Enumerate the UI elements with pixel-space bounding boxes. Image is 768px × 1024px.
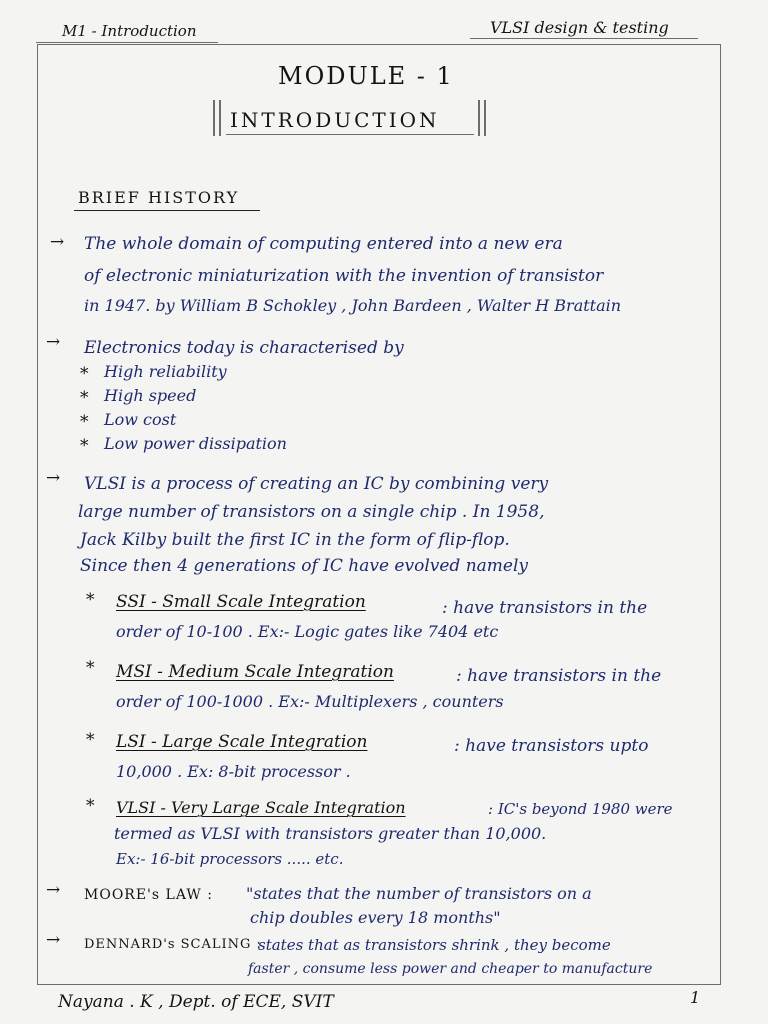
bullet-2: High speed <box>104 386 197 405</box>
section-heading: BRIEF HISTORY <box>78 188 240 207</box>
p1-line-1: The whole domain of computing entered into a new era <box>84 234 563 254</box>
header-rule-right <box>470 38 698 39</box>
dennard-line-2: faster , consume less power and cheaper to manufacture <box>248 961 653 977</box>
bullet-star-2: * <box>80 388 89 408</box>
ssi-rest: : have transistors in the <box>442 598 648 618</box>
p2-arrow: → <box>46 332 61 352</box>
bullet-1: High reliability <box>104 362 227 381</box>
bullet-3: Low cost <box>104 410 177 429</box>
msi-rest: : have transistors in the <box>456 666 662 686</box>
ssi-line-2: order of 10-100 . Ex:- Logic gates like 7404 etc <box>116 622 499 641</box>
msi-term: MSI - Medium Scale Integration <box>116 662 394 682</box>
lsi-line-2: 10,000 . Ex: 8-bit processor . <box>116 762 351 781</box>
vlsi-star: * <box>86 796 95 816</box>
p1-line-3: in 1947. by William B Schokley , John Bardeen , Walter H Brattain <box>84 296 622 315</box>
dennard-line-1: states that as transistors shrink , they become <box>258 936 611 954</box>
ssi-term: SSI - Small Scale Integration <box>116 592 366 612</box>
lsi-star: * <box>86 730 95 750</box>
vlsi-term: VLSI - Very Large Scale Integration <box>116 798 406 817</box>
title-bar-right-2 <box>484 100 486 136</box>
title-bar-left-2 <box>219 100 221 136</box>
moore-line-2: chip doubles every 18 months" <box>250 908 501 927</box>
chapter-title: INTRODUCTION <box>230 108 440 132</box>
bullet-4: Low power dissipation <box>104 434 287 453</box>
msi-star: * <box>86 658 95 678</box>
moore-label: MOORE's LAW : <box>84 887 213 903</box>
p3-line-1: VLSI is a process of creating an IC by combining very <box>84 474 549 494</box>
page-border-bottom <box>37 984 721 985</box>
title-bar-left-1 <box>213 100 215 136</box>
p3-arrow: → <box>46 468 61 488</box>
dennard-arrow: → <box>46 930 61 950</box>
p1-line-2: of electronic miniaturization with the invention of transistor <box>84 266 604 286</box>
page-border-right <box>720 44 721 984</box>
page-border-top <box>37 44 721 45</box>
lsi-rest: : have transistors upto <box>454 736 649 756</box>
ssi-star: * <box>86 590 95 610</box>
header-rule-left <box>36 42 218 43</box>
header-left: M1 - Introduction <box>62 22 197 40</box>
p3-line-2: large number of transistors on a single chip . In 1958, <box>78 502 545 522</box>
module-title: MODULE - 1 <box>278 62 454 90</box>
chapter-title-underline <box>226 134 474 135</box>
vlsi-line-2: termed as VLSI with transistors greater than 10,000. <box>114 824 547 843</box>
p1-arrow: → <box>50 232 65 252</box>
footer-author: Nayana . K , Dept. of ECE, SVIT <box>58 992 334 1012</box>
p3-line-3: Jack Kilby built the first IC in the form of flip-flop. <box>80 530 510 550</box>
vlsi-rest: : IC's beyond 1980 were <box>488 800 673 818</box>
dennard-label: DENNARD's SCALING : <box>84 937 262 952</box>
header-right: VLSI design & testing <box>490 18 669 37</box>
section-heading-underline <box>74 210 260 211</box>
bullet-star-3: * <box>80 412 89 432</box>
p3-line-4: Since then 4 generations of IC have evolved namely <box>80 556 529 576</box>
title-bar-right-1 <box>478 100 480 136</box>
bullet-star-1: * <box>80 364 89 384</box>
p2-line: Electronics today is characterised by <box>84 338 404 358</box>
page-border-left <box>37 44 38 984</box>
lsi-term: LSI - Large Scale Integration <box>116 732 368 752</box>
moore-line-1: "states that the number of transistors on a <box>246 884 592 903</box>
vlsi-line-3: Ex:- 16-bit processors ..... etc. <box>116 850 344 868</box>
page-number: 1 <box>690 988 701 1007</box>
bullet-star-4: * <box>80 436 89 456</box>
moore-arrow: → <box>46 880 61 900</box>
msi-line-2: order of 100-1000 . Ex:- Multiplexers , counters <box>116 692 504 711</box>
